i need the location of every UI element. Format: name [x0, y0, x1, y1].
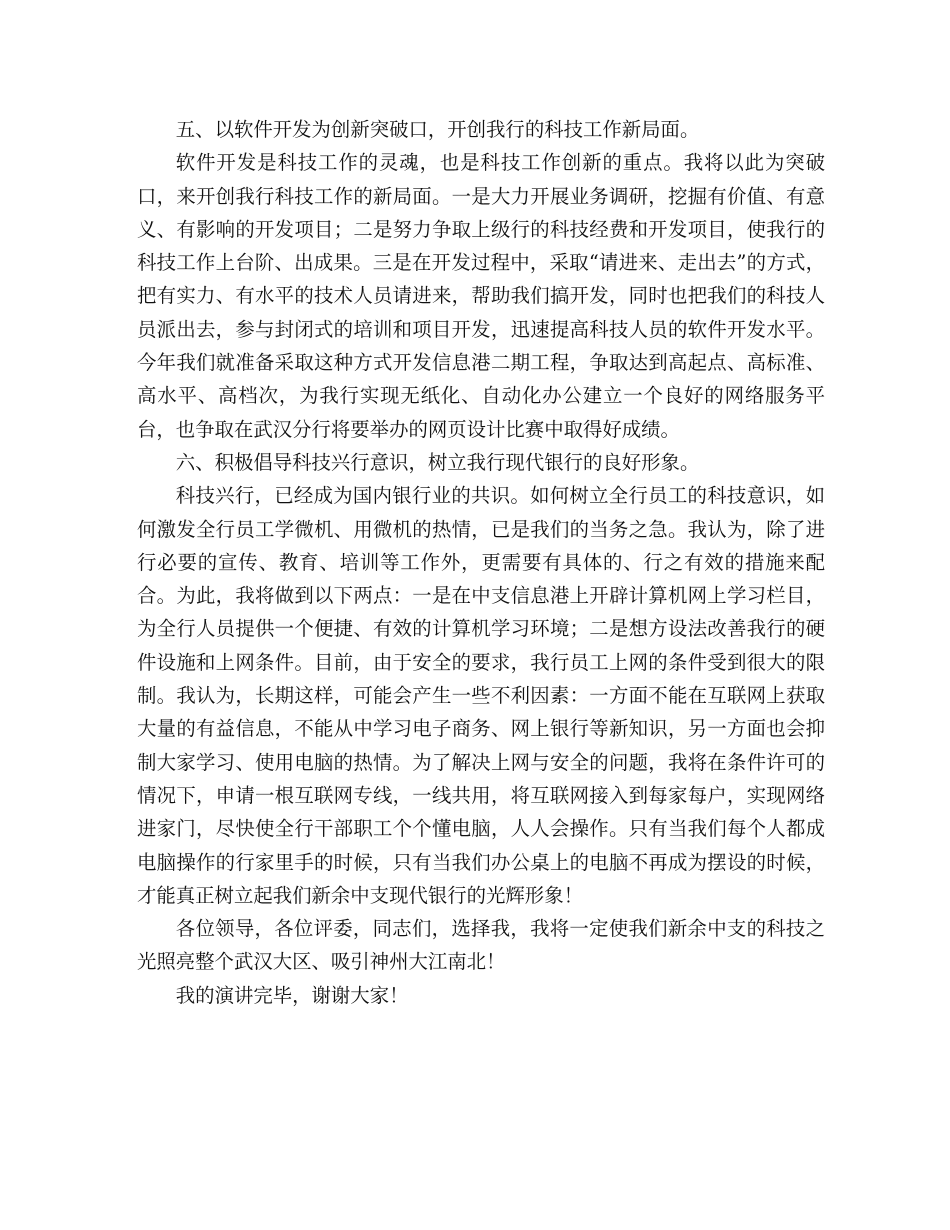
body-paragraph-software: 软件开发是科技工作的灵魂，也是科技工作创新的重点。我将以此为突破口，来开创我行科技工作的新局面。一是大力开展业务调研，挖掘有价值、有意义、有影响的开发项目；二是努力争取上级行的科技经费和开发项目，使我行的科技工作上台阶、出成果。三是在开发过程中，采取“请进来、走出去”的方式，把有实力、有水平的技术人员请进来，帮助我们搞开发，同时也把我们的科技人员派出去，参与封闭式的培训和项目开发，迅速提高科技人员的软件开发水平。今年我们就准备采取这种方式开发信息港二期工程，争取达到高起点、高标准、高水平、高档次，为我行实现无纸化、自动化办公建立一个良好的网络服务平台，也争取在武汉分行将要举办的网页设计比赛中取得好成绩。 — [137, 151, 825, 441]
section-heading-six: 六、积极倡导科技兴行意识，树立我行现代银行的良好形象。 — [175, 450, 700, 474]
body-paragraph-appeal: 各位领导，各位评委，同志们，选择我，我将一定使我们新余中支的科技之光照亮整个武汉大区、吸引神州大江南北！ — [137, 917, 825, 974]
closing-paragraph: 我的演讲完毕，谢谢大家！ — [175, 983, 409, 1007]
document-body — [137, 113, 825, 1012]
body-paragraph-tech-awareness: 科技兴行，已经成为国内银行业的共识。如何树立全行员工的科技意识，如何激发全行员工学微机、用微机的热情，已是我们的当务之急。我认为，除了进行必要的宣传、教育、培训等工作外，更需要有具体的、行之有效的措施来配合。为此，我将做到以下两点：一是在中支信息港上开辟计算机网上学习栏目，为全行人员提供一个便捷、有效的计算机学习环境；二是想方设法改善我行的硬件设施和上网条件。目前，由于安全的要求，我行员工上网的条件受到很大的限制。我认为，长期这样，可能会产生一些不利因素：一方面不能在互联网上获取大量的有益信息，不能从中学习电子商务、网上银行等新知识，另一方面也会抑制大家学习、使用电脑的热情。为了解决上网与安全的问题，我将在条件许可的情况下，申请一根互联网专线，一线共用，将互联网接入到每家每户，实现网络进家门，尽快使全行干部职工个个懂电脑，人人会操作。只有当我们每个人都成电脑操作的行家里手的时候，只有当我们办公桌上的电脑不再成为摆设的时候，才能真正树立起我们新余中支现代银行的光辉形象！ — [137, 484, 825, 907]
section-heading-five: 五、以软件开发为创新突破口，开创我行的科技工作新局面。 — [175, 118, 700, 141]
